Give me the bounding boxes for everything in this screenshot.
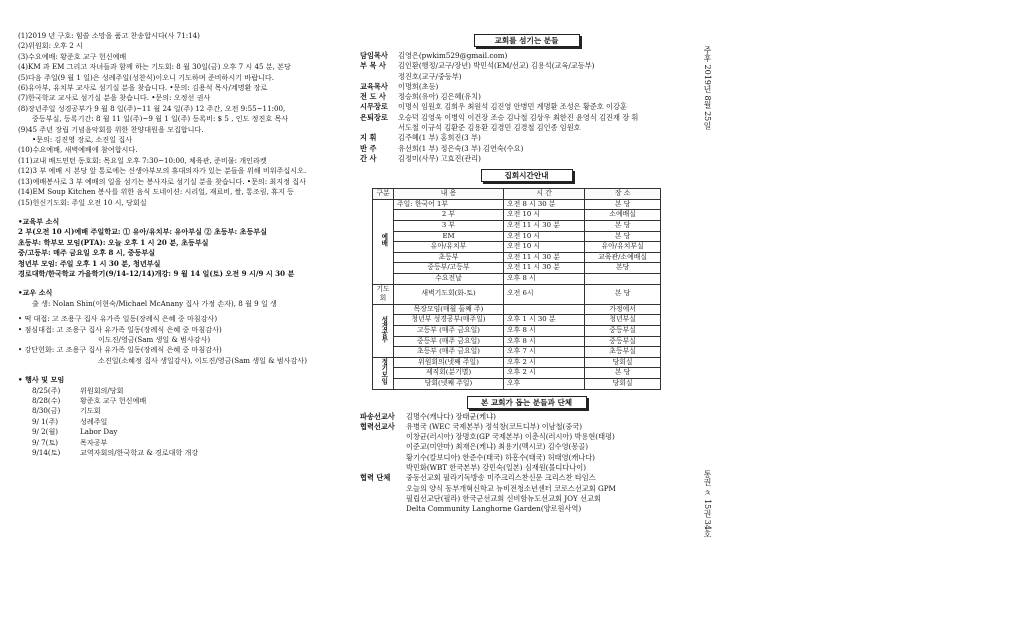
- event-name: 성례주일: [80, 416, 108, 426]
- event-row: [18, 386, 348, 396]
- bulletin-date: 주후 2019년 8월 25일: [703, 46, 712, 130]
- ministers-title: 교회를 섬기는 분들: [474, 34, 580, 47]
- minister-names: 정진호(교구/중등부): [398, 71, 462, 81]
- schedule-time: 오전 6시: [503, 284, 584, 304]
- schedule-content: 중등부 (매주 금요일): [394, 336, 504, 347]
- schedule-place: 유아/유치부실: [585, 242, 661, 253]
- minister-names: 이명식 임원호 김희우 최원석 김진영 안병민 계명환 조성은 황준호 이강훈: [398, 102, 627, 112]
- minister-names: 이명희(초등): [398, 81, 439, 91]
- event-date: 8/25(주): [32, 385, 61, 395]
- minister-names: 김인환(행정/교구/장년) 박민석(EM/선교) 김용석(교육/교등부): [398, 61, 595, 71]
- schedule-place: 본 당: [585, 368, 661, 379]
- schedule-time: 오후 8 시: [503, 325, 584, 336]
- event-row: [18, 438, 348, 448]
- schedule-header-cell: 시 간: [503, 189, 584, 200]
- schedule-content: 2 부: [394, 210, 504, 221]
- schedule-category-label: 성경공부: [379, 315, 388, 343]
- schedule-row: [373, 252, 661, 263]
- event-name: 목자공부: [80, 437, 108, 447]
- schedule-content: 제직회(분기별): [394, 368, 504, 379]
- education-news-title: •교육부 소식: [18, 216, 60, 226]
- schedule-row: [373, 221, 661, 232]
- schedule-category-label: 예배: [379, 233, 388, 247]
- minister-role: 전 도 사: [360, 92, 386, 102]
- notice-item: (1)2019 년 구호: 힘쓸 소망을 품고 찬송합시다(사 71:14): [18, 31, 200, 40]
- schedule-place: 청년부실: [585, 315, 661, 326]
- schedule-content: 초등부: [394, 252, 504, 263]
- minister-role: 반 주: [360, 143, 377, 153]
- schedule-time: 오전 10 시: [503, 231, 584, 242]
- schedule-time: 오전 10 시: [503, 242, 584, 253]
- minister-row: [360, 123, 693, 133]
- schedule-row: [373, 304, 661, 315]
- event-date: 9/ 1(주): [32, 416, 59, 426]
- schedule-time: 오전 11 시 30 분: [503, 252, 584, 263]
- mission-line: 필립선교단(필라) 한국군선교회 신비함뉴도선교회 JOY 선교회: [406, 493, 601, 503]
- minister-role: 교육목사: [360, 81, 388, 91]
- education-item: 중/고등부: 매주 금요일 오후 8 시, 중등부실: [18, 248, 156, 258]
- schedule-time: [503, 304, 584, 315]
- schedule-time: 오전 8 시 30 분: [503, 199, 584, 210]
- schedule-content: 청년부 성경공부(매주일): [394, 315, 504, 326]
- thanks-item: • 강단헌화: 고 조용구 집사 유가족 일동(장례식 은혜 중 마침감사): [18, 345, 222, 355]
- minister-role: 담임목사: [360, 51, 388, 60]
- schedule-category: [373, 304, 394, 357]
- schedule-place: 본 당: [585, 284, 661, 304]
- minister-role: 부 목 사: [360, 61, 386, 71]
- notice-item: (15)헌신기도회: 주일 오전 10 시, 당회실: [18, 197, 147, 207]
- minister-role: 시무장로: [360, 102, 388, 112]
- schedule-category: 기도회: [373, 284, 394, 304]
- minister-names: 서도철 이규석 김환준 김용환 김경민 김경철 김인종 임원호: [398, 123, 581, 133]
- schedule-time: 오후 8 시: [503, 336, 584, 347]
- schedule-row: [373, 274, 661, 285]
- schedule-category: [373, 357, 394, 389]
- thanks-item: • 점심대접: 고 조용구 집사 유가족 일동(장례식 은혜 중 마침감사): [18, 324, 222, 334]
- church-info-column: [360, 34, 693, 515]
- minister-names: 김영은(pwkim529@gmail.com): [398, 51, 508, 60]
- minister-row: [360, 51, 693, 61]
- schedule-category: [373, 199, 394, 284]
- minister-names: 정승희(유아) 김은혜(유치): [398, 92, 481, 102]
- notice-item: (7)한국학교 교사로 섬기실 분을 찾습니다. •문의: 오정선 권사: [18, 93, 211, 103]
- schedule-place: [585, 274, 661, 285]
- schedule-category-label: 정기모임: [379, 358, 388, 385]
- mission-group: [360, 422, 693, 473]
- schedule-row: [373, 347, 661, 358]
- event-date: 8/28(수): [32, 396, 61, 405]
- schedule-time: 오후 8 시: [503, 274, 584, 285]
- schedule-row: [373, 199, 661, 210]
- schedule-row: [373, 231, 661, 242]
- minister-row: [360, 144, 693, 154]
- schedule-time: 오후 1 시 30 분: [503, 315, 584, 326]
- thanks-item: 소진일(소혜정 집사 생일감사), 이도진/영금(Sam 생일 & 범사감사): [98, 355, 307, 365]
- missions-title: 본 교회가 돕는 분들과 단체: [467, 396, 587, 409]
- mission-group-label: 협력 단체: [360, 473, 391, 483]
- minister-role: 지 휘: [360, 133, 377, 143]
- schedule-body: [373, 199, 661, 389]
- mission-line: 황기수(칼보디아) 한준수(태국) 하흥수(태국) 허태영(캐나다): [406, 452, 595, 462]
- minister-names: 김주혜(1 부) 홍희진(3 부): [398, 133, 481, 143]
- schedule-row: [373, 325, 661, 336]
- notice-item: (11)교내 배드민턴 동호회: 목요일 오후 7:30~10:00, 체육관, 준비물: 개인라켓: [18, 155, 267, 165]
- education-item: 경로대학/한국학교 가을학기(9/14-12/14)개강: 9 월 14 일(토) 오전 9 시/9 시 30 분: [18, 268, 295, 278]
- schedule-time: 오전 10 시: [503, 210, 584, 221]
- event-name: Labor Day: [80, 427, 118, 437]
- schedule-place: 중등부실: [585, 336, 661, 347]
- mission-line: 유병국 (WEC 국제본부) 정석창(코트디부) 이남철(중국): [406, 421, 583, 431]
- education-item: 청년부 모임: 주일 오후 1 시 30 분, 청년부실: [18, 258, 161, 268]
- schedule-place: 교육관/소예배실: [585, 252, 661, 263]
- mission-line: 박민화(WBT 한국본부) 강민숙(일본) 심재원(몰디다나이): [406, 463, 587, 473]
- schedule-time: 오전 11 시 30 분: [503, 263, 584, 274]
- member-birth: 출 생: Nolan Shin(이현숙/Michael McAnany 집사 가정 손자), 8 월 9 일 생: [32, 298, 277, 308]
- notice-item: (5)다음 주일(9 월 1 일)은 성례주일(성찬식)이오니 기도하며 준비하시기 바랍니다.: [18, 72, 275, 82]
- schedule-content: 유아/유치부: [394, 242, 504, 253]
- minister-row: [360, 102, 693, 112]
- schedule-title: 집회시간안내: [481, 169, 573, 182]
- schedule-place: 소예배실: [585, 210, 661, 221]
- mission-line: 중동선교회 필라기독방송 미주크리스찬신문 크리스찬 타임스: [406, 473, 596, 483]
- schedule-time: 오후 2 시: [503, 357, 584, 368]
- minister-names: 유선희(1 부) 정은숙(3 부) 김연숙(수요): [398, 143, 524, 153]
- education-item: 2 부(오전 10 시)예배 주일학교: ① 유아/유치부: 유아부실 ② 초등부: 초등부실: [18, 227, 268, 237]
- minister-names: 오승덕 김영욱 이병익 이건장 조승 김나철 김상우 최한진 윤영식 김진재 장 휘: [398, 112, 639, 122]
- schedule-row: [373, 242, 661, 253]
- schedule-time: 오후: [503, 378, 584, 389]
- event-date: 9/14(토): [32, 448, 61, 458]
- schedule-content: 중등부/고등부: [394, 263, 504, 274]
- mission-line: 오늘의 양식 동부개혁신학교 뉴비전청소년센터 코로스선교회 GPM: [406, 483, 616, 493]
- mission-group: [360, 473, 693, 514]
- education-item: 초등부: 학부모 모임(PTA): 오늘 오후 1 시 20 분, 초등부실: [18, 237, 209, 247]
- schedule-place: 본당: [585, 263, 661, 274]
- event-row: [18, 448, 348, 458]
- event-date: 8/30(금): [32, 406, 61, 416]
- event-row: [18, 427, 348, 437]
- notice-item: (9)45 주년 장립 기념음악회를 위한 찬양대원을 모집합니다.: [18, 124, 204, 134]
- mission-line: 이창균(러시아) 장명호(GP 국제본부) 이춘식(러시아) 박용현(태평): [406, 432, 615, 442]
- schedule-content: 새벽기도회(화-토): [394, 284, 504, 304]
- mission-line: 김명수(캐나다) 장태균(케냐): [406, 411, 496, 421]
- schedule-content: 위원회의(넷째 주일): [394, 357, 504, 368]
- schedule-row: [373, 263, 661, 274]
- minister-row: [360, 82, 693, 92]
- schedule-content: 고등부 (매주 금요일): [394, 325, 504, 336]
- schedule-place: 초등부실: [585, 347, 661, 358]
- schedule-row: [373, 315, 661, 326]
- ministers-list: [360, 51, 693, 164]
- notice-item: •문의: 김진영 장로, 소진일 집사: [32, 135, 133, 145]
- events-title: • 행사 및 모임: [18, 375, 65, 385]
- schedule-row: [373, 378, 661, 389]
- event-row: [18, 406, 348, 416]
- schedule-place: 본 당: [585, 199, 661, 210]
- schedule-table: [372, 188, 661, 389]
- mission-group-label: 협력선교사: [360, 421, 395, 431]
- minister-role: 은퇴장로: [360, 112, 388, 122]
- schedule-row: [373, 336, 661, 347]
- notice-item: (6)유아부, 유치부 교사로 섬기실 분을 찾습니다. •문의: 김용석 목사/계명환 장로: [18, 83, 268, 93]
- minister-row: [360, 92, 693, 102]
- event-name: 교역자회의/한국학교 & 경로대학 개강: [80, 448, 199, 458]
- notice-item: (8)장년주일 성경공부가 9 월 8 일(주)~11 월 24 일(주) 12 주간, 오전 9:55~11:00,: [18, 103, 286, 113]
- schedule-content: 초등부 (매주 금요일): [394, 347, 504, 358]
- minister-row: [360, 113, 693, 123]
- schedule-content: EM: [394, 231, 504, 242]
- schedule-time: 오전 11 시 30 분: [503, 221, 584, 232]
- minister-row: [360, 61, 693, 71]
- schedule-place: 당회실: [585, 378, 661, 389]
- notice-item: 중등부실, 등록기간: 8 월 11 일(주)~9 월 1 일(주) 등록비: $ 5 , 인도 정진호 목사: [32, 114, 289, 124]
- notice-item: (2)위원회: 오후 2 시: [18, 41, 83, 51]
- schedule-header-row: [373, 189, 661, 200]
- schedule-row: [373, 210, 661, 221]
- schedule-content: 당회(넷째 주일): [394, 378, 504, 389]
- notices-list: [18, 31, 348, 208]
- schedule-place: 본 당: [585, 221, 661, 232]
- schedule-header-cell: 구분: [373, 189, 394, 200]
- event-name: 위원회의/당회: [80, 385, 124, 395]
- notice-item: (13)예배봉사로 3 부 예배의 일을 섬기는 봉사자로 섬기실 분을 찾습니다. •문의: 최지정 집사: [18, 176, 306, 186]
- announcements-column: [18, 31, 348, 458]
- thanks-item: 이도진/영금(Sam 생일 & 범사감사): [98, 334, 211, 344]
- schedule-place: 본 당: [585, 231, 661, 242]
- schedule-time: 오후 7 시: [503, 347, 584, 358]
- mission-group: [360, 412, 693, 422]
- schedule-content: 목장모임(매월 둘째 주): [394, 304, 504, 315]
- schedule-place: 가정에서: [585, 304, 661, 315]
- member-news-title: •교우 소식: [18, 288, 53, 298]
- event-row: [18, 396, 348, 406]
- event-name: 기도회: [80, 406, 101, 416]
- schedule-time: 오후 2 시: [503, 368, 584, 379]
- mission-group-label: 파송선교사: [360, 411, 395, 421]
- bulletin-volume: 통권 ㅊ 15권 34호: [703, 470, 712, 538]
- minister-row: [360, 72, 693, 82]
- schedule-row: [373, 284, 661, 304]
- notice-item: (4)KM 과 EM 그리고 자녀들과 함께 하는 기도회: 8 월 30일(금) 오후 7 시 45 분, 본당: [18, 62, 291, 72]
- thanks-item: • 떡 대접: 고 조용구 집사 유가족 일동(장례식 은혜 중 마침감사): [18, 314, 218, 324]
- schedule-row: [373, 368, 661, 379]
- mission-line: 이준교(미얀마) 최재은(케냐) 최용기(멕시코) 김수영(몽골): [406, 442, 589, 452]
- notice-item: (3)수요예배: 황준호 교구 헌신예배: [18, 51, 127, 61]
- minister-role: 간 사: [360, 153, 377, 163]
- schedule-content: 3 부: [394, 221, 504, 232]
- missions-list: [360, 412, 693, 515]
- notice-item: (12)3 부 예배 시 본당 앞 통로에는 신생아부모의 휴대의자가 있는 분들을 위해 비워주십시오.: [18, 166, 307, 176]
- minister-names: 김정미(사무) 고효진(관리): [398, 153, 481, 163]
- schedule-place: 중등부실: [585, 325, 661, 336]
- minister-row: [360, 154, 693, 164]
- schedule-header-cell: 내 용: [394, 189, 504, 200]
- schedule-place: 당회실: [585, 357, 661, 368]
- event-name: 황준호 교구 헌신예배: [80, 396, 147, 405]
- event-row: [18, 417, 348, 427]
- schedule-content: 주일: 한국어 1부: [394, 199, 504, 210]
- mission-line: Delta Community Langhorne Garden(양로원사역): [406, 504, 582, 514]
- schedule-header-cell: 장 소: [585, 189, 661, 200]
- notice-item: (14)EM Soup Kitchen 봉사를 위한 음식 도네이션: 시리얼, 재료비, 쌀, 통조림, 휴지 등: [18, 187, 294, 197]
- event-date: 9/ 2(월): [32, 427, 59, 437]
- notice-item: (10)수요예배, 새벽예배에 참여합시다.: [18, 145, 138, 155]
- schedule-content: 수요전날: [394, 274, 504, 285]
- schedule-row: [373, 357, 661, 368]
- minister-row: [360, 133, 693, 143]
- event-date: 9/ 7(토): [32, 437, 59, 447]
